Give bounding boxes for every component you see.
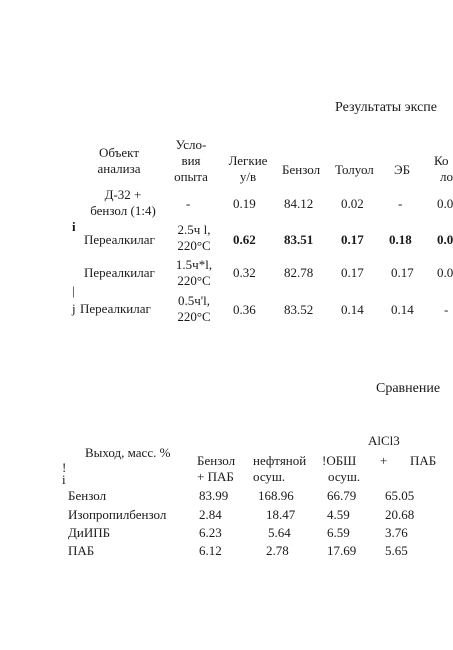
row1-eb: - xyxy=(398,196,403,211)
row2-last: 0.0 xyxy=(437,232,453,247)
t2-row2-v4: 20.68 xyxy=(385,507,415,522)
mark-excl: ! xyxy=(62,460,67,475)
header-object: Объект анализа xyxy=(97,145,141,176)
row-mark-bar: | xyxy=(72,283,75,298)
t2-row3-v2: 5.64 xyxy=(268,525,291,540)
t2-row3-v4: 3.76 xyxy=(385,525,408,540)
header-yield: Выход, масс. % xyxy=(85,445,171,460)
t2-row3-name: ДиИПБ xyxy=(68,525,111,540)
t2-row2-v2: 18.47 xyxy=(266,507,296,522)
row4-object: Переалкилаг xyxy=(80,301,151,316)
row2-light: 0.62 xyxy=(233,232,256,247)
header-toluene: Толуол xyxy=(335,162,374,177)
table1-title: Результаты экспе xyxy=(335,100,437,115)
header-last: Ко ло xyxy=(434,153,453,184)
row4-light: 0.36 xyxy=(233,302,256,317)
row1-last: 0.0 xyxy=(437,196,453,211)
row3-object: Переалкилаг xyxy=(84,265,155,280)
row4-last: - xyxy=(444,302,449,317)
t2-row4-v4: 5.65 xyxy=(385,543,408,558)
row2-benzene: 83.51 xyxy=(284,232,314,247)
t2-row1-v3: 66.79 xyxy=(327,488,357,503)
header-obsh: !ОБШ осуш. xyxy=(322,453,361,484)
t2-row4-v1: 6.12 xyxy=(199,543,222,558)
header-petroleum: нефтяной осуш. xyxy=(253,453,307,484)
table2-title: Сравнение xyxy=(376,381,441,396)
row3-light: 0.32 xyxy=(233,265,256,280)
header-alcl3: AlCl3 xyxy=(368,433,400,448)
row3-eb: 0.17 xyxy=(391,265,414,280)
header-plus: + xyxy=(380,453,388,468)
t2-row3-v1: 6.23 xyxy=(199,525,222,540)
row4-eb: 0.14 xyxy=(391,302,414,317)
row3-conditions: 1.5ч*l, 220°С xyxy=(175,257,213,288)
header-pab: ПАБ xyxy=(410,453,437,468)
row-mark-i: i xyxy=(72,219,76,234)
header-light: Легкие у/в xyxy=(228,153,268,184)
t2-row1-v2: 168.96 xyxy=(258,488,294,503)
row2-conditions: 2.5ч l, 220°С xyxy=(177,222,211,253)
t2-row4-v3: 17.69 xyxy=(327,543,357,558)
row2-toluene: 0.17 xyxy=(341,232,364,247)
row1-light: 0.19 xyxy=(233,196,256,211)
header-benzene-pab: Бензол + ПАБ xyxy=(197,453,236,484)
header-conditions: Усло- вия опыта xyxy=(174,137,208,184)
row3-benzene: 82.78 xyxy=(284,265,314,280)
row1-object: Д-32 + бензол (1:4) xyxy=(90,187,156,218)
t2-row1-name: Бензол xyxy=(68,488,107,503)
row2-eb: 0.18 xyxy=(389,232,412,247)
t2-row2-name: Изопропилбензол xyxy=(68,507,167,522)
row1-benzene: 84.12 xyxy=(284,196,314,211)
row4-toluene: 0.14 xyxy=(341,302,364,317)
row4-benzene: 83.52 xyxy=(284,302,314,317)
t2-row4-name: ПАБ xyxy=(68,543,95,558)
row3-last: 0.0 xyxy=(437,265,453,280)
row-mark-j: j xyxy=(72,301,76,316)
row2-object: Переалкилаг xyxy=(84,232,155,247)
row4-conditions: 0.5ч'l, 220°С xyxy=(177,293,211,324)
mark-i2: i xyxy=(62,472,66,487)
t2-row4-v2: 2.78 xyxy=(266,543,289,558)
t2-row2-v1: 2.84 xyxy=(199,507,222,522)
header-benzene: Бензол xyxy=(282,162,321,177)
row3-toluene: 0.17 xyxy=(341,265,364,280)
t2-row1-v1: 83.99 xyxy=(199,488,229,503)
header-eb: ЭБ xyxy=(394,162,411,177)
row1-toluene: 0.02 xyxy=(341,196,364,211)
t2-row1-v4: 65.05 xyxy=(385,488,415,503)
t2-row3-v3: 6.59 xyxy=(327,525,350,540)
t2-row2-v3: 4.59 xyxy=(327,507,350,522)
row1-conditions: - xyxy=(186,196,191,211)
